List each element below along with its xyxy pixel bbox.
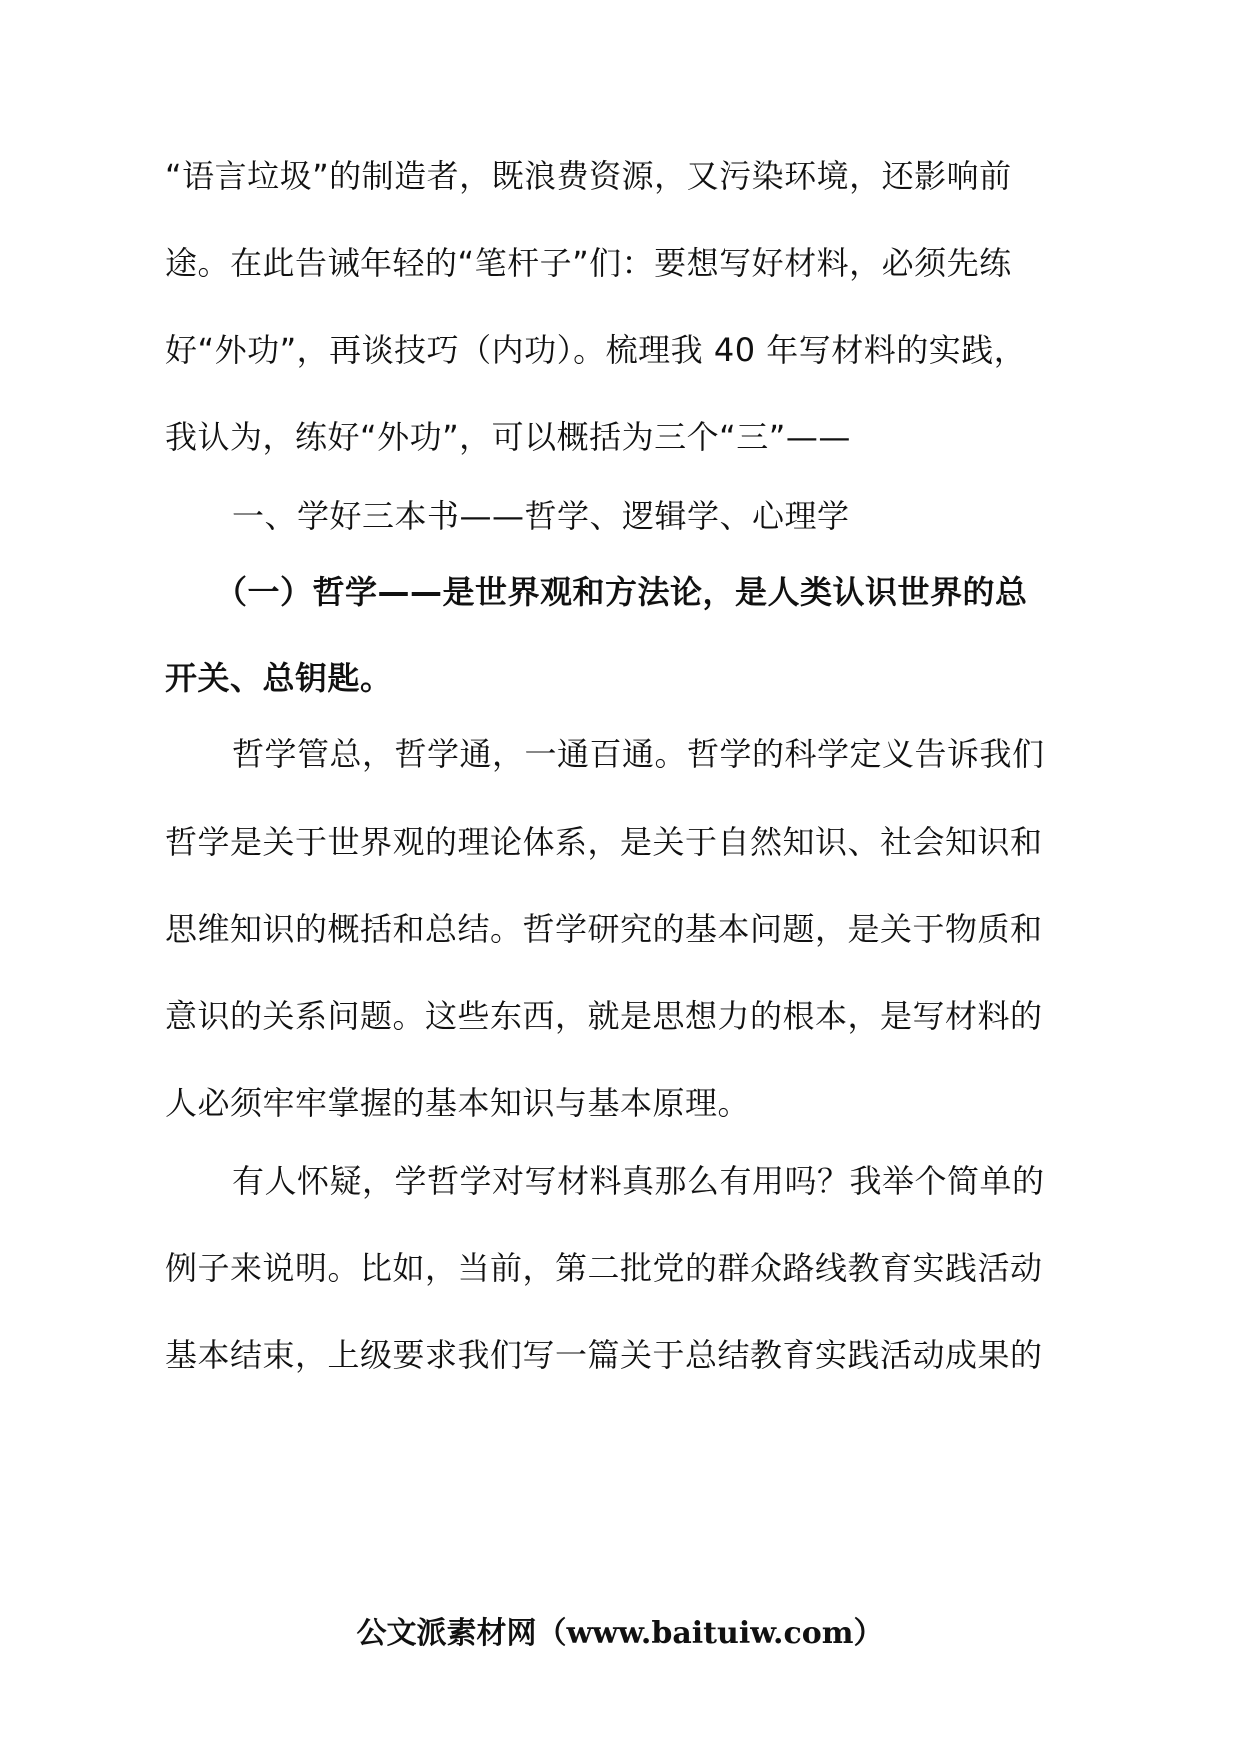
paragraph-line: 有人怀疑，学哲学对写材料真那么有用吗？我举个简单的 <box>232 1162 1045 1200</box>
paragraph-line: 人必须牢牢掌握的基本知识与基本原理。 <box>165 1084 751 1122</box>
paragraph-line: 例子来说明。比如，当前，第二批党的群众路线教育实践活动 <box>165 1249 1043 1287</box>
paragraph-line: 意识的关系问题。这些东西，就是思想力的根本，是写材料的 <box>165 997 1043 1035</box>
paragraph-line: 哲学管总，哲学通，一通百通。哲学的科学定义告诉我们 <box>232 735 1045 773</box>
paragraph-line: 我认为，练好“外功”，可以概括为三个“三”—— <box>165 418 851 456</box>
section-heading: 一、学好三本书——哲学、逻辑学、心理学 <box>232 497 850 535</box>
footer-source: 公文派素材网（www.baituiw.com） <box>356 1616 884 1651</box>
subsection-heading-cont: 开关、总钥匙。 <box>165 659 393 697</box>
paragraph-line: 哲学是关于世界观的理论体系，是关于自然知识、社会知识和 <box>165 823 1043 861</box>
subsection-heading: （一）哲学——是世界观和方法论，是人类认识世界的总 <box>215 573 1028 611</box>
paragraph-line: 途。在此告诫年轻的“笔杆子”们：要想写好材料，必须先练 <box>165 244 1012 282</box>
paragraph-line: “语言垃圾”的制造者，既浪费资源，又污染环境，还影响前 <box>165 157 1012 195</box>
paragraph-line: 思维知识的概括和总结。哲学研究的基本问题，是关于物质和 <box>165 910 1043 948</box>
paragraph-line: 基本结束，上级要求我们写一篇关于总结教育实践活动成果的 <box>165 1336 1043 1374</box>
paragraph-line: 好“外功”，再谈技巧（内功）。梳理我 40 年写材料的实践， <box>165 331 1027 369</box>
